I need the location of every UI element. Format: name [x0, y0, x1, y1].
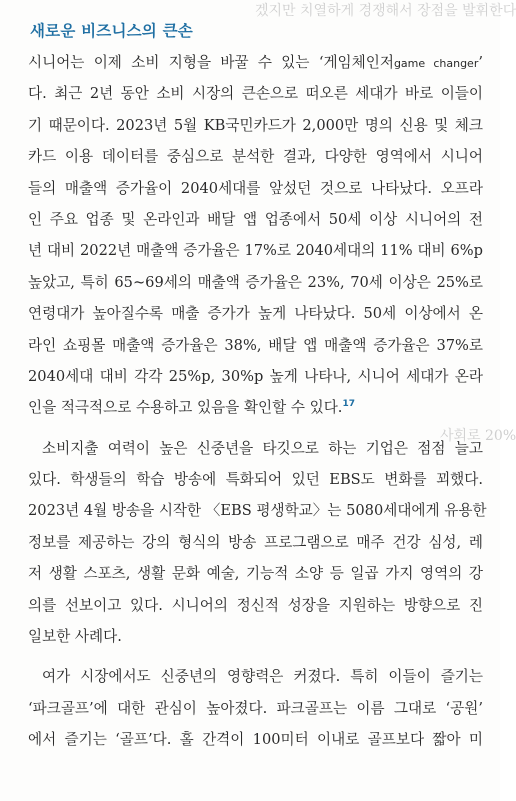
- text-line: 기 때문이다. 2023년 5월 KB국민카드가 2,000만 명의 신용 및 체크: [28, 116, 483, 134]
- foreign-term: game changer: [393, 57, 479, 70]
- text-line: [28, 47, 483, 78]
- text-line: 일보한 사례다.: [28, 628, 122, 646]
- text-run: 시니어는 이제 소비 지형을 바꿀 수 있는 ‘게임체인저: [28, 54, 394, 71]
- text-line: 라인 쇼핑몰 매출액 증가율은 38%, 배달 앱 매출액 증가율은 37%로: [28, 336, 483, 354]
- text-line: ‘파크골프’에 대한 관심이 높아졌다. 파크골프는 이름 그대로 ‘공원’: [28, 699, 483, 717]
- text-line: 2040세대 대비 각각 25%p, 30%p 높게 나타나, 시니어 세대가 온라: [28, 367, 483, 385]
- text-line: 정보를 제공하는 강의 형식의 방송 프로그램으로 매주 건강 심성, 레: [28, 533, 483, 551]
- text-line: 높았고, 특히 65~69세의 매출액 증가율은 23%, 70세 이상은 25%로: [28, 273, 483, 291]
- bleed-through-text-right: 사회로 20%: [440, 428, 516, 444]
- text-line: 카드 이용 데이터를 중심으로 분석한 결과, 다양한 영역에서 시니어: [28, 148, 483, 166]
- bleed-through-text-top: 겠지만 치열하게 경쟁해서 장점을 발휘한다: [255, 3, 516, 19]
- paragraph-gap: [28, 424, 483, 433]
- text-run: 인을 적극적으로 수용하고 있음을 확인할 수 있다.: [28, 399, 343, 417]
- paragraph-2: [28, 433, 487, 653]
- text-line: 2023년 4월 방송을 시작한 〈EBS 평생학교〉는 5080세대에게 유용한: [28, 502, 487, 520]
- text-line: 인 주요 업종 및 온라인과 배달 앱 업종에서 50세 이상 시니어의 전: [28, 210, 483, 228]
- text-line: 있다. 학생들의 학습 방송에 특화되어 있던 EBS도 변화를 꾀했다.: [28, 471, 483, 489]
- paragraph-1: [28, 47, 483, 424]
- text-line: 다. 최근 2년 동안 소비 시장의 큰손으로 떠오른 세대가 바로 이들이: [28, 85, 483, 103]
- text-line: 인을 적극적으로 수용하고 있음을 확인할 수 있다.17: [28, 399, 355, 417]
- paragraph-gap: [28, 652, 483, 661]
- text-line: 의를 선보이고 있다. 시니어의 정신적 성장을 지원하는 방향으로 진: [28, 596, 483, 614]
- text-line: 여가 시장에서도 신중년의 영향력은 커졌다. 특히 이들이 즐기는: [42, 668, 483, 686]
- text-run: ’: [478, 54, 483, 71]
- text-line: 에서 즐기는 ‘골프’다. 홀 간격이 100미터 이내로 골프보다 짧아 미: [28, 731, 483, 749]
- body-text: [28, 47, 487, 756]
- text-line: 저 생활 스포츠, 생활 문화 예술, 기능적 소양 등 일곱 가지 영역의 강: [28, 565, 483, 583]
- paragraph-3: [28, 661, 483, 755]
- text-line: 소비지출 여력이 높은 신중년을 타깃으로 하는 기업은 점점 늘고: [42, 439, 483, 457]
- section-heading: 새로운 비즈니스의 큰손: [30, 22, 193, 40]
- text-line: 년 대비 2022년 매출액 증가율은 17%로 2040세대의 11% 대비 6%p: [28, 242, 483, 260]
- text-line: 들의 매출액 증가율이 2040세대를 앞섰던 것으로 나타났다. 오프라: [28, 179, 483, 197]
- text-line: 연령대가 높아질수록 매출 증가가 높게 나타났다. 50세 이상에서 온: [28, 305, 483, 323]
